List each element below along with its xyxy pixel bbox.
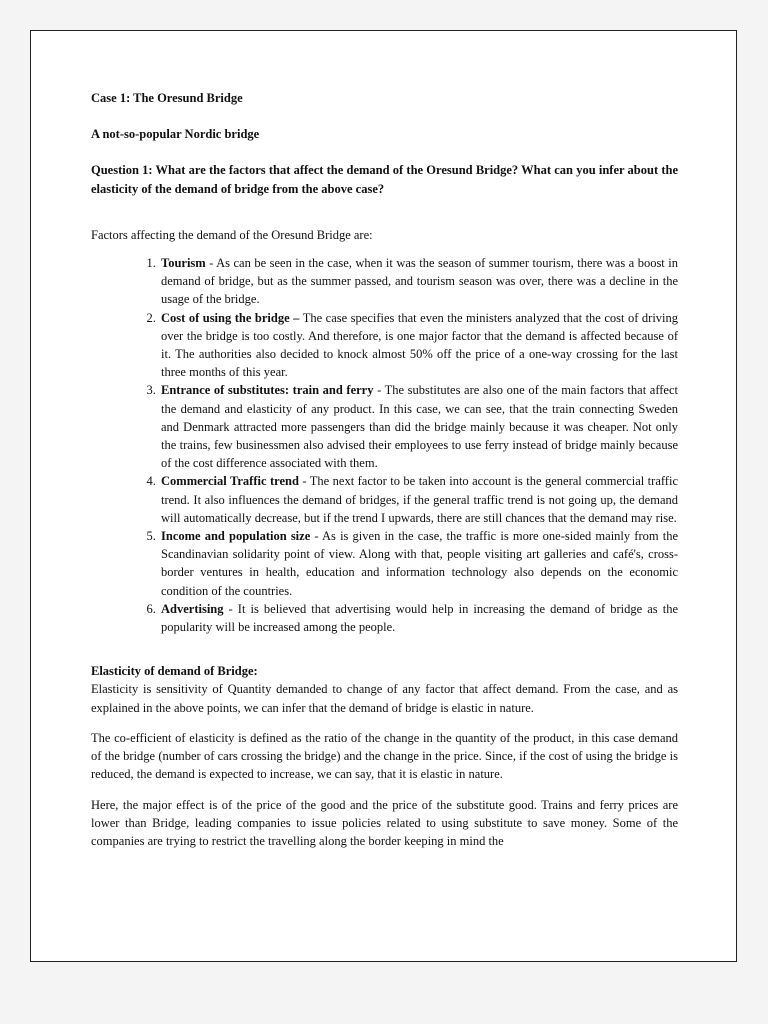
factor-title: Advertising [161, 601, 224, 616]
list-item: 3. Entrance of substitutes: train and ferry - The substitutes are also one of the main factors that affect the demand and elasticity of any product. In this case, we can see, that the train connecting Sweden and Denmark attracted more passengers than did the bridge mainly because it was cheaper. Not only the trains, few businessmen also advised their employees to use ferry instead of bridge mainly because of the cost difference associated with them. [159, 381, 678, 472]
factor-title: Tourism [161, 256, 206, 271]
question-text: Question 1: What are the factors that affect the demand of the Oresund Bridge? What can you infer about the elasticity of the demand of bridge from the above case? [91, 163, 678, 196]
list-item: 6. Advertising - It is believed that advertising would help in increasing the demand of bridge as the popularity will be increased among the people. [159, 600, 678, 636]
factor-title: Entrance of substitutes: train and ferry [161, 383, 374, 398]
document-page [30, 30, 737, 962]
factor-text: The next factor to be taken into account is the general commercial traffic trend. It also influences the demand of bridges, if the general traffic trend is not going up, the demand will automatically decrease, but if the trend I upwards, there are still chances that the demand may rise. [161, 474, 678, 525]
list-item: 5. Income and population size - As is given in the case, the traffic is more one-sided mainly from the Scandinavian solidarity point of view. Along with that, people visiting art galleries and café's, cross-border ventures in health, education and information technology also depends on the economic condition of the countries. [159, 527, 678, 600]
elasticity-paragraph-1: Elasticity is sensitivity of Quantity demanded to change of any factor that affect demand. From the case, and as explained in the above points, we can infer that the demand of bridge is elastic in nature. [91, 682, 678, 715]
elasticity-paragraph-2: The co-efficient of elasticity is defined as the ratio of the change in the quantity of the product, in this case demand of the bridge (number of cars crossing the bridge) and the change in the price. Since, if the cost of using the bridge is reduced, the demand is expected to increase, we can say, that it is elastic in nature. [91, 730, 678, 782]
elasticity-heading: Elasticity of demand of Bridge: [91, 664, 258, 679]
document-subtitle: A not-so-popular Nordic bridge [91, 127, 260, 142]
list-item [159, 309, 678, 382]
elasticity-paragraph-3: Here, the major effect is of the price of the good and the price of the substitute good. Trains and ferry prices are lower than Bridge, leading companies to issue policies related to using substitute to save money. Some of the companies are trying to restrict the travelling along the border keeping in mind the [91, 797, 678, 848]
list-item: 4. Commercial Traffic trend - The next factor to be taken into account is the general commercial traffic trend. It also influences the demand of bridges, if the general traffic trend is not going up, the demand will automatically decrease, but if the trend I upwards, there are still chances that the demand may rise. [159, 472, 678, 527]
factors-intro: Factors affecting the demand of the Oresund Bridge are: [91, 227, 373, 242]
list-item: 1. Tourism - As can be seen in the case, when it was the season of summer tourism, there was a boost in demand of bridge, but as the summer passed, and tourism season was over, there was a decline in the usage of the bridge. [159, 254, 678, 309]
factor-text: The case specifies that even the ministers analyzed that the cost of driving over the bridge is too costly. And therefore, is one major factor that the demand is affected because of it. The authorities also decided to knock almost 50% off the price of a one-way crossing for the last three months of this year. [161, 310, 679, 380]
case-title: Case 1: The Oresund Bridge [91, 91, 243, 105]
factor-text: As can be seen in the case, when it was the season of summer tourism, there was a boost in demand of bridge, but as the summer passed, and tourism season was over, there was a decline in the usage of the bridge. [161, 256, 678, 307]
document-content [91, 89, 678, 850]
factor-title: Commercial Traffic trend [161, 474, 299, 489]
factor-title: Cost of using the bridge – [161, 310, 300, 325]
factor-title: Income and population size [161, 529, 311, 544]
factor-text: As is given in the case, the traffic is more one-sided mainly from the Scandinavian solidarity point of view. Along with that, people visiting art galleries and café's, cross-border ventures in health, education and information technology also depends on the economic condition of the countries. [161, 529, 678, 598]
factors-list [91, 254, 678, 636]
factor-text: The substitutes are also one of the main factors that affect the demand and elasticity of any product. In this case, we can see, that the train connecting Sweden and Denmark attracted more passengers than did the bridge mainly because it was cheaper. Not only the trains, few businessmen also advised their employees to use ferry instead of bridge mainly because of the cost difference associated with them. [161, 383, 678, 471]
factor-text: It is believed that advertising would help in increasing the demand of bridge as the popularity will be increased among the people. [161, 601, 678, 635]
